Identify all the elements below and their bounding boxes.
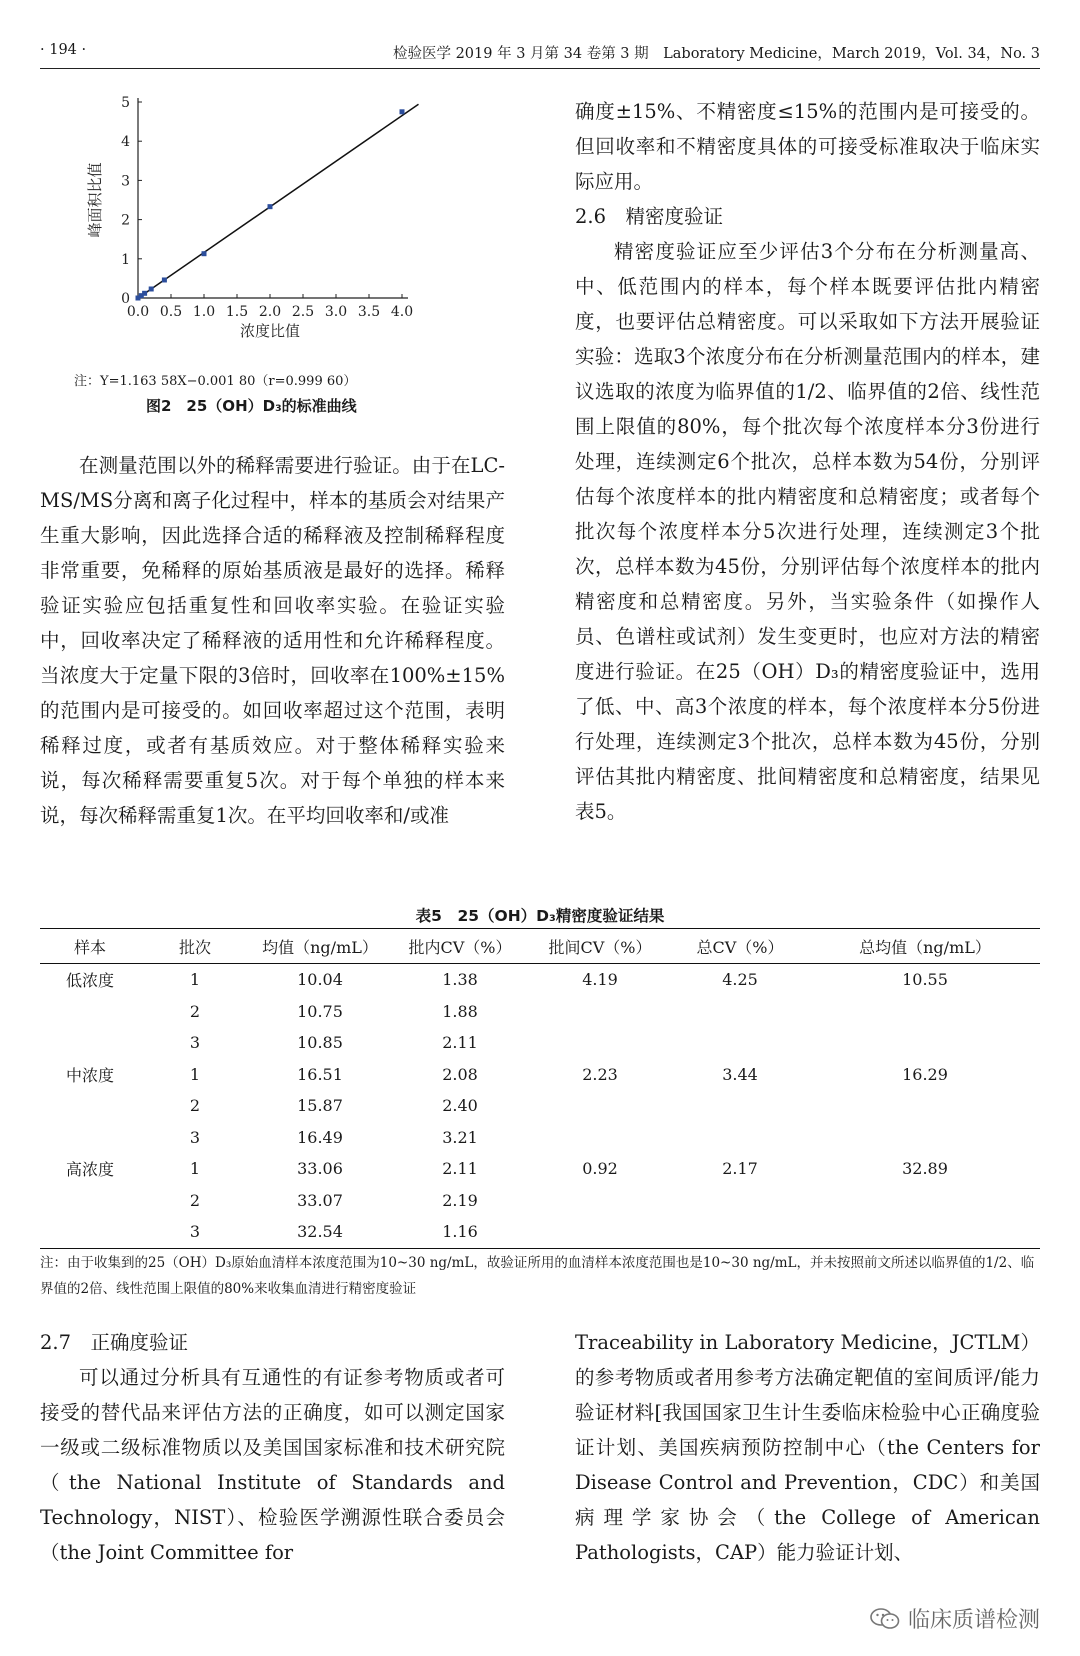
table-cell: 33.06 <box>297 1159 343 1179</box>
table-cell <box>670 1185 810 1217</box>
table-cell: 32.89 <box>902 1159 948 1179</box>
bottom-left-text <box>40 1325 505 1570</box>
table-header-cell: 总CV（%） <box>670 929 810 964</box>
table-header-cell: 批间CV（%） <box>530 929 670 964</box>
table-cell: 16.51 <box>297 1064 343 1084</box>
x-tick-label: 0.0 <box>126 304 150 320</box>
table-cell: 中浓度 <box>65 1065 114 1085</box>
table-note: 注：由于收集到的25（OH）D₃原始血清样本浓度范围为10~30 ng/mL，故验证所用的血清样本浓度范围也是10~30 ng/mL，并未按照前文所述以临界值的1/2、临界值的2倍、线性范围上限值的80%来收集血清进行精密度验证 <box>40 1255 1035 1297</box>
data-point <box>202 251 207 256</box>
table-cell: 1.88 <box>442 1001 478 1021</box>
table-cell: 10.75 <box>297 1001 343 1021</box>
table-cell: 32.54 <box>250 1216 390 1248</box>
table-cell: 2 <box>189 1001 201 1021</box>
table-cell: 2.40 <box>442 1096 478 1116</box>
table-cell: 0.92 <box>582 1159 618 1179</box>
data-point <box>149 286 154 291</box>
figure-note: 注：Y=1.163 58X−0.001 80（r=0.999 60） <box>74 374 357 389</box>
y-axis-label: 峰面积比值 <box>86 162 104 238</box>
y-tick-label: 4 <box>121 134 130 151</box>
table-row <box>40 1027 1040 1059</box>
table-cell: 1.16 <box>390 1216 530 1248</box>
table-cell <box>530 1122 670 1154</box>
table-header-cell: 批内CV（%） <box>390 929 530 964</box>
x-tick-label: 2.5 <box>291 304 315 320</box>
x-axis-label: 浓度比值 <box>239 322 301 340</box>
table-cell: 3 <box>189 1127 201 1147</box>
table-cell <box>810 1027 1040 1059</box>
table-cell: 低浓度 <box>65 971 114 991</box>
x-tick-label: 0.5 <box>159 304 183 320</box>
table-cell <box>530 1185 670 1217</box>
table-cell: 10.04 <box>297 970 343 990</box>
table-cell <box>670 1090 810 1122</box>
data-point <box>268 204 273 209</box>
table-cell: 高浓度 <box>65 1160 114 1180</box>
table-cell <box>810 1185 1040 1217</box>
table-cell <box>810 1090 1040 1122</box>
table-cell <box>40 1090 140 1122</box>
table-cell: 2.11 <box>442 1159 478 1179</box>
standard-curve-chart <box>40 82 520 372</box>
watermark <box>870 1603 1040 1634</box>
table-cell: 1 <box>189 970 201 990</box>
x-tick-label: 3.5 <box>357 304 381 320</box>
header-rule <box>40 68 1040 69</box>
table-cell: 33.07 <box>297 1190 343 1210</box>
paragraph-trueness: 可以通过分析具有互通性的有证参考物质或者可接受的替代品来评估方法的正确度，如可以测定国家一级或二级标准物质以及美国国家标准和技术研究院（the National Institute of Standards and Technology，NIST）、检验医学溯源性联合委员会（the Joint Committee for <box>40 1366 505 1564</box>
paragraph-trueness-continued: Traceability in Laboratory Medicine，JCTLM）的参考物质或者用参考方法确定靶值的室间质评/能力验证材料[我国国家卫生计生委临床检验中心正确度验证计划、美国疾病预防控制中心（the Centers for Disease Control and Prevention，CDC）和美国病理学家协会（the College of American Pathologists，CAP）能力验证计划、 <box>575 1331 1040 1564</box>
table-caption: 表5 25（OH）D₃精密度验证结果 <box>415 907 665 925</box>
table-cell <box>40 1216 140 1248</box>
bottom-right-text <box>575 1325 1040 1570</box>
table-row <box>40 1122 1040 1154</box>
paragraph-dilution: 在测量范围以外的稀释需要进行验证。由于在LC-MS/MS分离和离子化过程中，样本的基质会对结果产生重大影响，因此选择合适的稀释液及控制稀释程度非常重要，免稀释的原始基质液是最好的选择。稀释验证实验应包括重复性和回收率实验。在验证实验中，回收率决定了稀释液的适用性和允许稀释程度。当浓度大于定量下限的3倍时，回收率在100%±15%的范围内是可接受的。如回收率超过这个范围，表明稀释过度，或者有基质效应。对于整体稀释实验来说，每次稀释需要重复5次。对于每个单独的样本来说，每次稀释需重复1次。在平均回收率和/或准 <box>40 454 505 827</box>
table-cell: 2.08 <box>442 1064 478 1084</box>
y-tick-label: 0 <box>121 291 130 307</box>
data-point <box>400 109 405 114</box>
section-heading-2-6: 2.6 精密度验证 <box>575 205 724 228</box>
table-row <box>40 1185 1040 1217</box>
table-cell: 15.87 <box>297 1096 343 1116</box>
right-column-text <box>575 94 1040 829</box>
table-row <box>40 996 1040 1028</box>
table-cell <box>670 1122 810 1154</box>
wechat-icon <box>870 1607 900 1631</box>
x-tick-label: 4.0 <box>390 304 414 320</box>
table-row <box>40 1090 1040 1122</box>
table-header-cell: 总均值（ng/mL） <box>810 929 1040 964</box>
table-cell <box>810 996 1040 1028</box>
x-tick-label: 2.0 <box>258 304 282 320</box>
y-tick-label: 1 <box>121 251 130 268</box>
table-cell <box>670 1027 810 1059</box>
table-row <box>40 1216 1040 1248</box>
table-cell <box>670 996 810 1028</box>
table-header-cell: 批次 <box>140 929 250 964</box>
table-cell: 16.49 <box>297 1127 343 1147</box>
section-heading-2-7: 2.7 正确度验证 <box>40 1331 189 1354</box>
table-cell: 2.11 <box>442 1033 478 1053</box>
table-cell <box>670 1216 810 1248</box>
x-tick-label: 1.5 <box>225 304 249 320</box>
table-row <box>40 1059 1040 1091</box>
x-tick-label: 3.0 <box>324 304 348 320</box>
table-cell <box>40 996 140 1028</box>
table-cell: 10.55 <box>902 970 948 990</box>
table-cell <box>40 1185 140 1217</box>
table-cell: 16.29 <box>902 1064 948 1084</box>
table-cell: 4.19 <box>582 970 618 990</box>
table-cell: 10.85 <box>297 1033 343 1053</box>
data-point <box>162 277 167 282</box>
watermark-text: 临床质谱检测 <box>907 1608 1040 1633</box>
table-cell: 1 <box>189 1064 201 1084</box>
table-cell: 2.19 <box>442 1190 478 1210</box>
y-tick-label: 3 <box>121 173 130 190</box>
table-row <box>40 964 1040 996</box>
table-cell: 2 <box>189 1190 201 1210</box>
table-cell <box>530 1090 670 1122</box>
page-header <box>40 38 1040 68</box>
table-cell: 1 <box>189 1159 201 1179</box>
table-cell <box>530 1027 670 1059</box>
table-header-cell: 样本 <box>40 929 140 964</box>
table-cell: 3 <box>140 1216 250 1248</box>
table-cell: 2.23 <box>582 1064 618 1084</box>
table-cell <box>530 1216 670 1248</box>
precision-table <box>40 928 1040 1249</box>
table-cell <box>530 996 670 1028</box>
table-cell <box>810 1216 1040 1248</box>
fit-line <box>138 104 419 298</box>
journal-info: 检验医学 2019 年 3 月第 34 卷第 3 期 Laboratory Medicine，March 2019，Vol. 34，No. 3 <box>392 46 1040 62</box>
y-tick-label: 2 <box>121 212 130 229</box>
table-cell: 2.17 <box>722 1159 758 1179</box>
data-point <box>142 291 147 296</box>
table-cell <box>40 1122 140 1154</box>
table-cell: 3.44 <box>722 1064 758 1084</box>
table-row <box>40 1153 1040 1185</box>
paragraph-precision: 精密度验证应至少评估3个分布在分析测量高、中、低范围内的样本，每个样本既要评估批内精密度，也要评估总精密度。可以采取如下方法开展验证实验：选取3个浓度分布在分析测量范围内的样本，建议选取的浓度为临界值的1/2、临界值的2倍、线性范围上限值的80%，每个批次每个浓度样本分3份进行处理，连续测定6个批次，总样本数为54份，分别评估每个浓度样本的批内精密度和总精密度；或者每个批次每个浓度样本分5次进行处理，连续测定3个批次，总样本数为45份，分别评估每个浓度样本的批内精密度和总精密度。另外，当实验条件（如操作人员、色谱柱或试剂）发生变更时，也应对方法的精密度进行验证。在25（OH）D₃的精密度验证中，选用了低、中、高3个浓度的样本，每个浓度样本分5份进行处理，连续测定3个批次，总样本数为45份，分别评估其批内精密度、批间精密度和总精密度，结果见表5。 <box>575 240 1040 823</box>
table-body <box>40 964 1040 1249</box>
table-header-cell: 均值（ng/mL） <box>250 929 390 964</box>
table-cell: 3 <box>189 1033 201 1053</box>
y-tick-label: 5 <box>121 95 130 111</box>
page-number: · 194 · <box>40 42 87 58</box>
table-cell: 1.38 <box>442 970 478 990</box>
x-tick-label: 1.0 <box>192 304 216 320</box>
table-cell: 3.21 <box>442 1127 478 1147</box>
table-cell: 4.25 <box>722 970 758 990</box>
table-header-row <box>40 929 1040 964</box>
table-cell <box>40 1027 140 1059</box>
figure-caption: 图2 25（OH）D₃的标准曲线 <box>146 397 357 415</box>
paragraph-continued: 确度±15%、不精密度≤15%的范围内是可接受的。但回收率和不精密度具体的可接受标准取决于临床实际应用。 <box>575 100 1040 193</box>
table-cell <box>810 1122 1040 1154</box>
table-cell: 2 <box>189 1096 201 1116</box>
left-column-text <box>40 448 505 833</box>
